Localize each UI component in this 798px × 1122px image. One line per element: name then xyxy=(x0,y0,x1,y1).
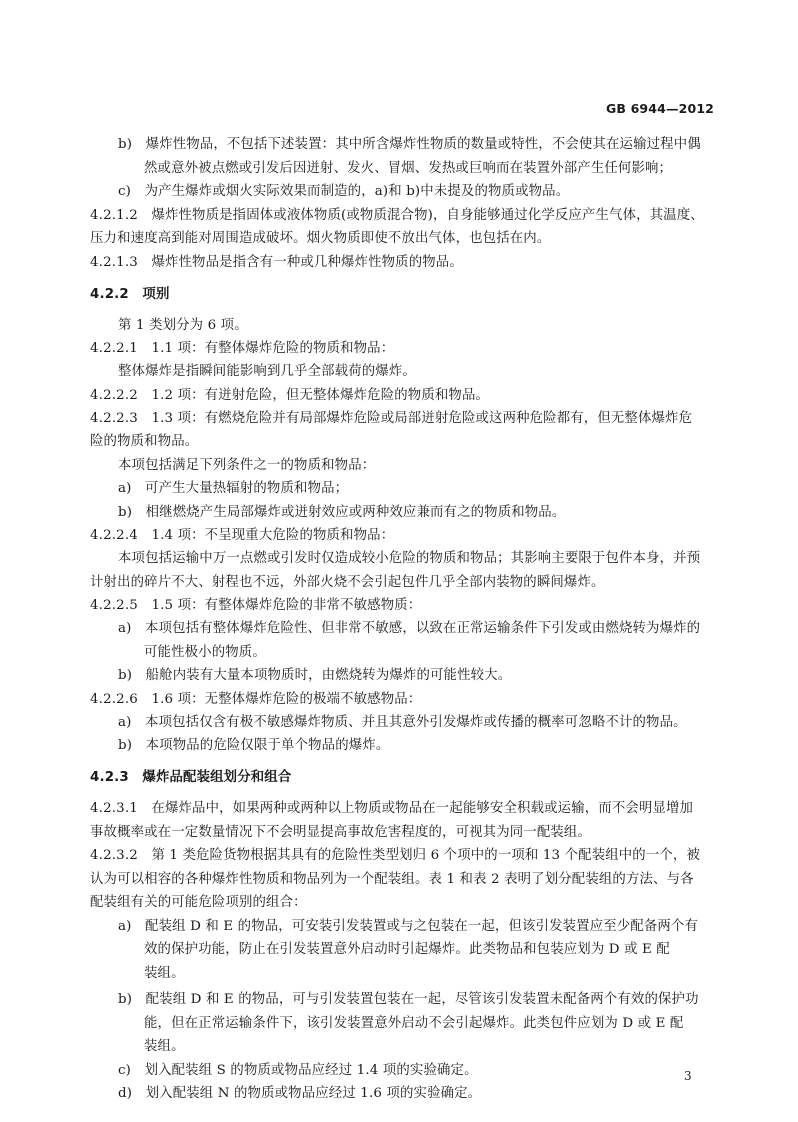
text-line: a) 配装组 D 和 E 的物品，可安装引发装置或与之包装在一起，但该引发装置应至少配备两个有 xyxy=(118,919,699,934)
text-line: 装组。 xyxy=(144,966,185,981)
text-line: 能，但在正常运输条件下，该引发装置意外启动不会引起爆炸。此类包件应划为 D 或 E 配 xyxy=(144,1016,684,1031)
text-line: 险的物质和物品。 xyxy=(90,434,199,449)
page-number: 3 xyxy=(684,1069,692,1083)
text-line: 效的保护功能，防止在引发装置意外启动时引起爆炸。此类物品和包装应划为 D 或 E 配 xyxy=(144,942,670,957)
text-line: 4.2.1.3 爆炸性物品是指含有一种或几种爆炸性物质的物品。 xyxy=(90,255,463,270)
text-line: 4.2.2.4 1.4 项：不呈现重大危险的物质和物品： xyxy=(90,528,395,543)
text-line: a) 可产生大量热辐射的物质和物品； xyxy=(118,481,349,496)
text-line: a) 本项包括仅含有极不敏感爆炸物质、并且其意外引发爆炸或传播的概率可忽略不计的物品。 xyxy=(118,715,687,730)
text-line: a) 本项包括有整体爆炸危险性、但非常不敏感，以致在正常运输条件下引发或由燃烧转为爆炸的 xyxy=(118,621,701,636)
text-line: 4.2.2.6 1.6 项：无整体爆炸危险的极端不敏感物品： xyxy=(90,692,422,707)
section-heading-4-2-3: 4.2.3 爆炸品配装组划分和组合 xyxy=(90,770,292,785)
standard-code: GB 6944—2012 xyxy=(606,101,715,116)
text-line: 4.2.2.1 1.1 项：有整体爆炸危险的物质和物品： xyxy=(90,341,395,356)
section-heading-4-2-2: 4.2.2 项别 xyxy=(90,287,170,302)
text-line: 配装组有关的可能危险项别的组合： xyxy=(90,895,307,910)
text-line: b) 配装组 D 和 E 的物品，可与引发装置包装在一起，尽管该引发装置未配备两个有效的保护功 xyxy=(118,992,699,1007)
text-line: 4.2.3.1 在爆炸品中，如果两种或两种以上物质或物品在一起能够安全积载或运输，而不会明显增加 xyxy=(90,801,694,816)
text-line: b) 爆炸性物品，不包括下述装置：其中所含爆炸性物质的数量或特性，不会使其在运输过程中偶 xyxy=(118,137,701,152)
text-line: 4.2.2.5 1.5 项：有整体爆炸危险的非常不敏感物质： xyxy=(90,598,422,613)
text-line: 事故概率或在一定数量情况下不会明显提高事故危害程度的，可视其为同一配装组。 xyxy=(90,825,592,840)
text-line: b) 相继燃烧产生局部爆炸或迸射效应或两种效应兼而有之的物质和物品。 xyxy=(118,505,566,520)
text-line: b) 船舱内装有大量本项物质时，由燃烧转为爆炸的可能性较大。 xyxy=(118,668,512,683)
text-line: 4.2.2.2 1.2 项：有迸射危险，但无整体爆炸危险的物质和物品。 xyxy=(90,388,490,403)
text-line: d) 划入配装组 N 的物质或物品应经过 1.6 项的实验确定。 xyxy=(118,1086,482,1101)
text-line: b) 本项物品的危险仅限于单个物品的爆炸。 xyxy=(118,738,390,753)
text-line: c) 为产生爆炸或烟火实际效果而制造的，a)和 b)中未提及的物质或物品。 xyxy=(118,184,570,199)
text-line: 装组。 xyxy=(144,1039,185,1054)
text-line: 可能性极小的物质。 xyxy=(144,645,266,660)
text-line: c) 划入配装组 S 的物质或物品应经过 1.4 项的实验确定。 xyxy=(118,1063,478,1078)
text-line: 本项包括满足下列条件之一的物质和物品： xyxy=(118,458,376,473)
text-line: 整体爆炸是指瞬间能影响到几乎全部载荷的爆炸。 xyxy=(118,364,416,379)
text-line: 认为可以相容的各种爆炸性物质和物品列为一个配装组。表 1 和表 2 表明了划分配装组的方法、与各 xyxy=(90,872,694,887)
text-line: 第 1 类划分为 6 项。 xyxy=(118,318,248,333)
text-line: 压力和速度高到能对周围造成破坏。烟火物质即使不放出气体，也包括在内。 xyxy=(90,231,551,246)
text-line: 本项包括运输中万一点燃或引发时仅造成较小危险的物质和物品；其影响主要限于包件本身，并预 xyxy=(118,551,701,566)
text-line: 4.2.2.3 1.3 项：有燃烧危险并有局部爆炸危险或局部迸射危险或这两种危险都有，但无整体爆炸危 xyxy=(90,411,693,426)
text-line: 4.2.1.2 爆炸性物质是指固体或液体物质(或物质混合物)，自身能够通过化学反应产生气体，其温度、 xyxy=(90,208,704,223)
text-line: 4.2.3.2 第 1 类危险货物根据其具有的危险性类型划归 6 个项中的一项和 13 个配装组中的一个，被 xyxy=(90,848,701,863)
text-line: 然或意外被点燃或引发后因迸射、发火、冒烟、发热或巨响而在装置外部产生任何影响； xyxy=(144,161,673,176)
text-line: 计射出的碎片不大、射程也不远，外部火烧不会引起包件几乎全部内装物的瞬间爆炸。 xyxy=(90,575,605,590)
